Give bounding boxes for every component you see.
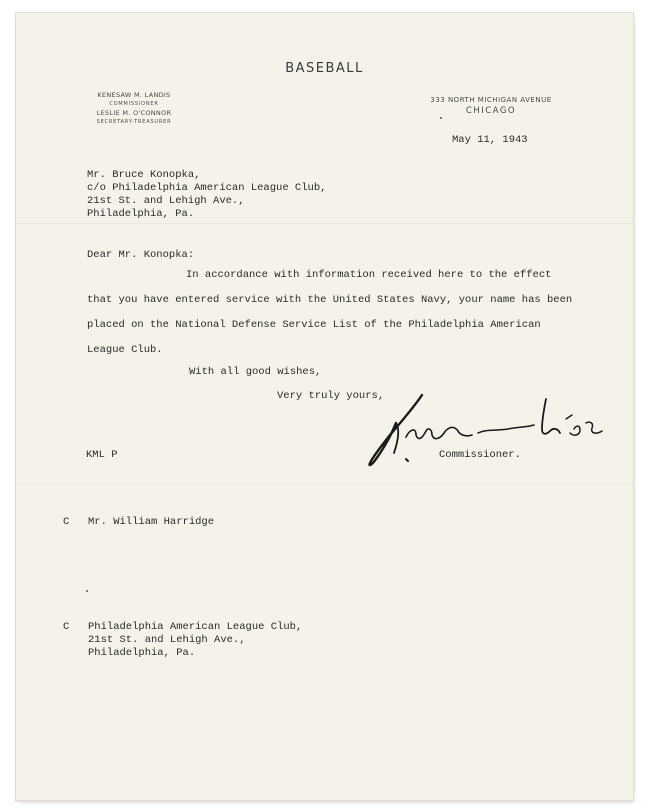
typist-initials: KML P — [86, 449, 118, 461]
paper-fold — [16, 483, 633, 484]
letterhead-officers — [78, 91, 190, 127]
paper-fold — [16, 223, 633, 224]
copy-recipient: Philadelphia American League Club, — [88, 621, 303, 633]
stray-mark — [86, 590, 88, 592]
recipient-org: c/o Philadelphia American League Club, — [87, 182, 327, 194]
street-address: 333 NORTH MICHIGAN AVENUE — [430, 96, 552, 104]
secretary-title: SECRETARY-TREASURER — [96, 119, 172, 125]
signature-image — [362, 383, 612, 478]
copy-recipient: 21st St. and Lehigh Ave., — [88, 634, 246, 646]
letterhead-title: BASEBALL — [285, 61, 364, 76]
salutation: Dear Mr. Konopka: — [87, 249, 195, 261]
body-line: League Club. — [87, 344, 163, 356]
recipient-name: Mr. Bruce Konopka, — [87, 169, 201, 181]
commissioner-name: KENESAW M. LANDIS — [97, 91, 171, 99]
city-name: CHICAGO — [465, 106, 517, 116]
copy-marker: C — [63, 621, 70, 633]
body-line: In accordance with information received here to the effect — [186, 269, 552, 281]
letter-date: May 11, 1943 — [452, 134, 528, 146]
copy-recipient: Mr. William Harridge — [88, 516, 215, 528]
commissioner-title: COMMISSIONER — [109, 101, 159, 107]
recipient-street: 21st St. and Lehigh Ave., — [87, 195, 245, 207]
letterhead-dot — [440, 117, 442, 119]
letterhead-address — [426, 96, 556, 116]
closing-wishes: With all good wishes, — [189, 366, 322, 378]
body-line: that you have entered service with the United States Navy, your name has been — [87, 294, 573, 306]
recipient-city: Philadelphia, Pa. — [87, 208, 195, 220]
signer-title: Commissioner. — [439, 449, 521, 461]
secretary-name: LESLIE M. O'CONNOR — [96, 109, 172, 117]
copy-marker: C — [63, 516, 70, 528]
letter-page — [16, 13, 633, 800]
copy-recipient: Philadelphia, Pa. — [88, 647, 196, 659]
body-line: placed on the National Defense Service List of the Philadelphia American — [87, 319, 541, 331]
valediction: Very truly yours, — [277, 390, 385, 402]
